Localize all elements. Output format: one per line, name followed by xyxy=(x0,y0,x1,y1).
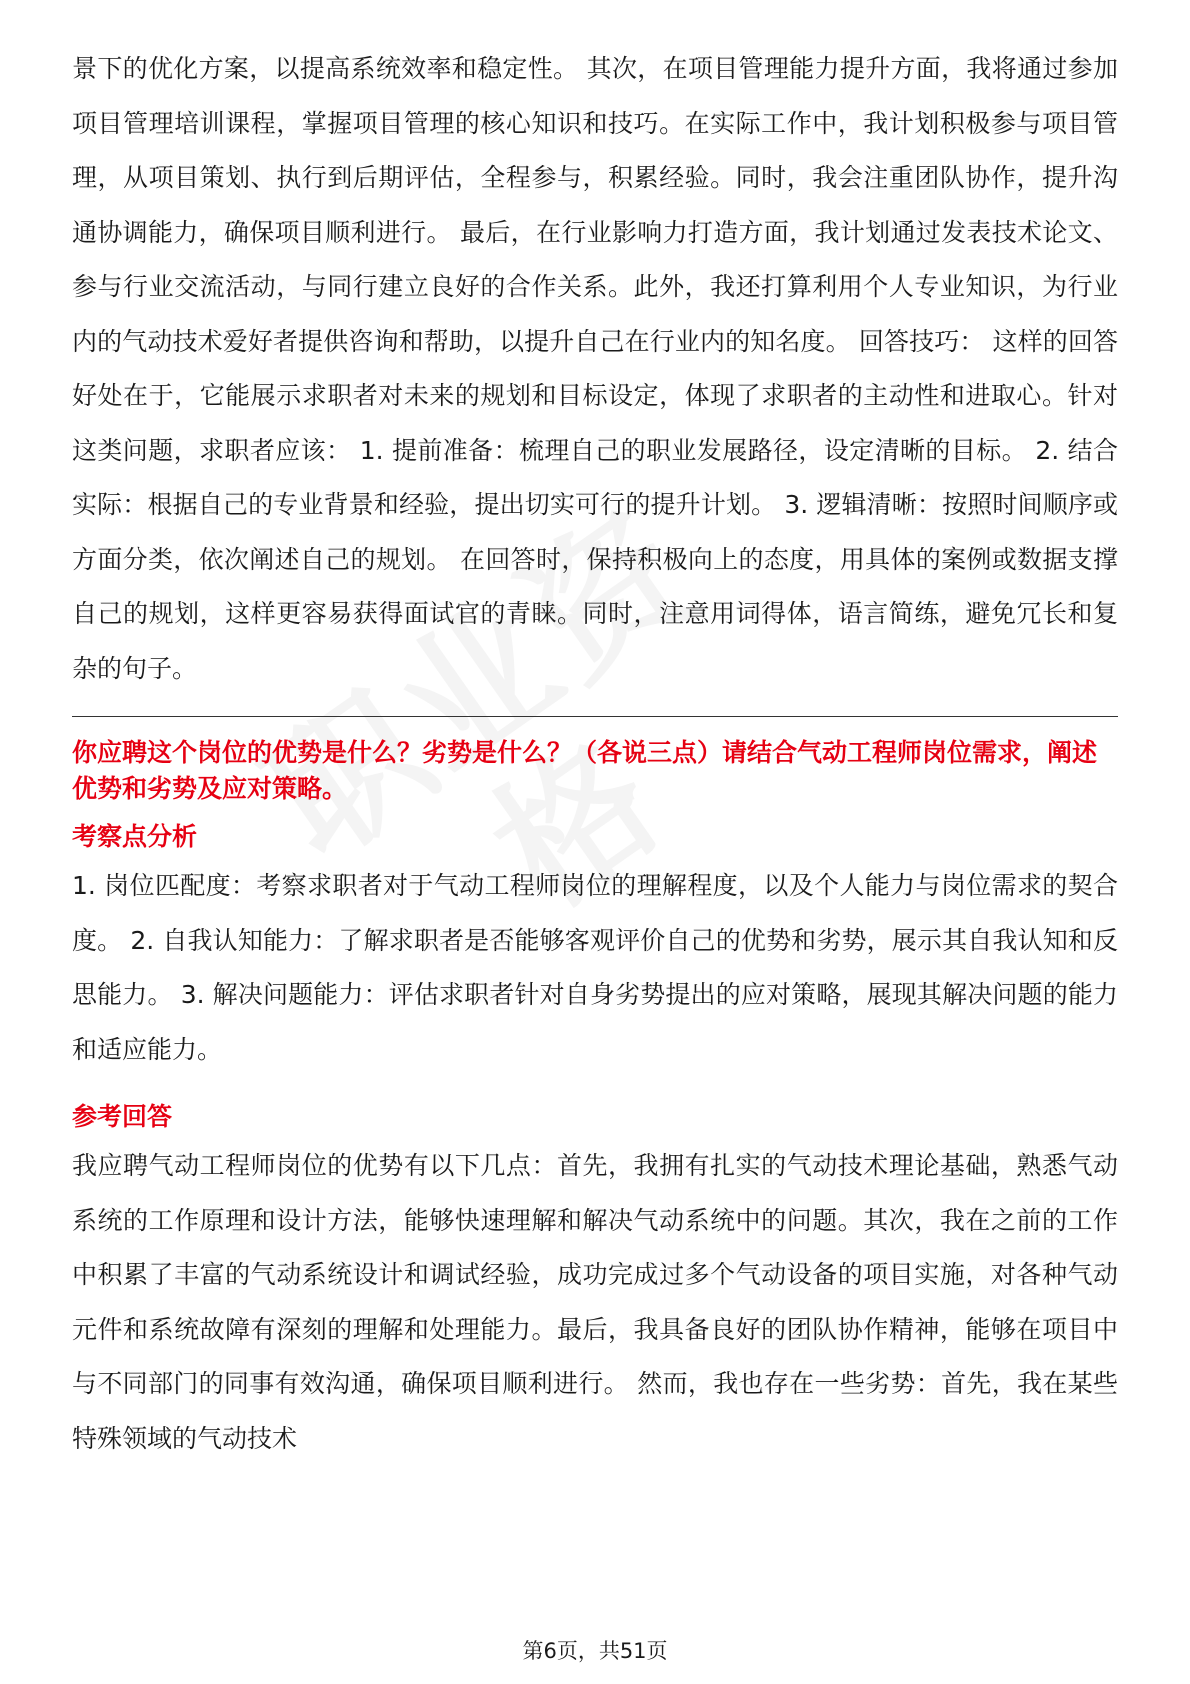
answer-heading: 参考回答 xyxy=(72,1102,173,1131)
answer-paragraph: 我应聘气动工程师岗位的优势有以下几点：首先，我拥有扎实的气动技术理论基础，熟悉气动系统的工作原理和设计方法，能够快速理解和解决气动系统中的问题。其次，我在之前的工作中积累了丰富的气动系统设计和调试经验，成功完成过多个气动设备的项目实施，对各种气动元件和系统故障有深刻的理解和处理能力。最后，我具备良好的团队协作精神，能够在项目中与不同部门的同事有效沟通，确保项目顺利进行。 然而，我也存在一些劣势：首先，我在某些特殊领域的气动技术 xyxy=(72,1151,1118,1453)
page-number: 第6页，共51页 xyxy=(522,1639,668,1663)
question-title: 你应聘这个岗位的优势是什么？劣势是什么？（各说三点）请结合气动工程师岗位需求，阐述优势和劣势及应对策略。 xyxy=(72,738,1098,803)
analysis-heading: 考察点分析 xyxy=(72,822,198,851)
page-content xyxy=(72,42,1118,1466)
analysis-paragraph: 1. 岗位匹配度：考察求职者对于气动工程师岗位的理解程度，以及个人能力与岗位需求的契合度。 2. 自我认知能力：了解求职者是否能够客观评价自己的优势和劣势，展示其自我认知和反思能力。 3. 解决问题能力：评估求职者针对自身劣势提出的应对策略，展现其解决问题的能力和适应能力。 xyxy=(72,871,1118,1064)
intro-paragraph: 景下的优化方案，以提高系统效率和稳定性。 其次，在项目管理能力提升方面，我将通过参加项目管理培训课程，掌握项目管理的核心知识和技巧。在实际工作中，我计划积极参与项目管理，从项目策划、执行到后期评估，全程参与，积累经验。同时，我会注重团队协作，提升沟通协调能力，确保项目顺利进行。 最后，在行业影响力打造方面，我计划通过发表技术论文、参与行业交流活动，与同行建立良好的合作关系。此外，我还打算利用个人专业知识，为行业内的气动技术爱好者提供咨询和帮助，以提升自己在行业内的知名度。 回答技巧： 这样的回答好处在于，它能展示求职者对未来的规划和目标设定，体现了求职者的主动性和进取心。针对这类问题，求职者应该： 1. 提前准备：梳理自己的职业发展路径，设定清晰的目标。 2. 结合实际：根据自己的专业背景和经验，提出切实可行的提升计划。 3. 逻辑清晰：按照时间顺序或方面分类，依次阐述自己的规划。 在回答时，保持积极向上的态度，用具体的案例或数据支撑自己的规划，这样更容易获得面试官的青睐。同时，注意用词得体，语言简练，避免冗长和复杂的句子。 xyxy=(72,54,1118,683)
section-divider xyxy=(72,716,1118,717)
